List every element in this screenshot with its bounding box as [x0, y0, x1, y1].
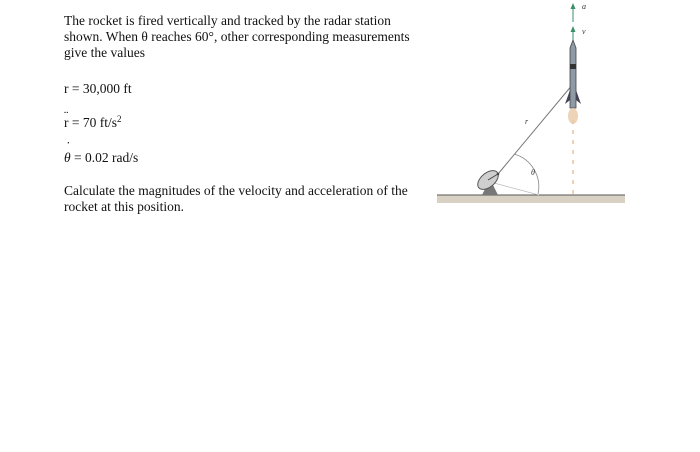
equation-r-rhs: = 30,000 ft	[71, 81, 132, 96]
ground	[437, 195, 625, 203]
equation-theta-dot	[64, 150, 138, 166]
equation-r-lhs: r	[64, 81, 69, 96]
equation-theta-dot-lhs: ˙ θ	[64, 150, 71, 166]
rocket-radar-figure	[430, 0, 630, 215]
problem-intro-text: The rocket is fired vertically and tracked by the radar station shown. When θ reaches 60°, other corresponding measurements give the values	[64, 13, 410, 60]
equation-r-double-dot-rhs: = 70 ft/s	[71, 115, 117, 130]
problem-question-block	[64, 183, 424, 215]
radar-dish	[474, 167, 501, 195]
problem-question-text: Calculate the magnitudes of the velocity and acceleration of the rocket at this position.	[64, 183, 408, 214]
acceleration-arrowhead	[571, 3, 576, 9]
equation-r-double-dot-lhs: ¨ r	[64, 115, 69, 131]
problem-intro-block	[64, 13, 424, 61]
label-a: a	[582, 2, 586, 11]
equation-r-double-dot-exponent: 2	[117, 114, 122, 124]
velocity-arrowhead	[571, 26, 576, 32]
equation-theta-dot-rhs: = 0.02 rad/s	[74, 150, 139, 165]
label-theta: θ	[531, 168, 535, 177]
equation-r	[64, 81, 132, 97]
label-v: v	[582, 27, 586, 36]
theta-arc	[514, 154, 539, 194]
radar-to-rocket-line	[493, 84, 573, 180]
equation-r-double-dot	[64, 115, 122, 131]
rocket	[565, 40, 581, 124]
label-r: r	[525, 117, 529, 126]
radar-reference-line	[494, 183, 539, 195]
